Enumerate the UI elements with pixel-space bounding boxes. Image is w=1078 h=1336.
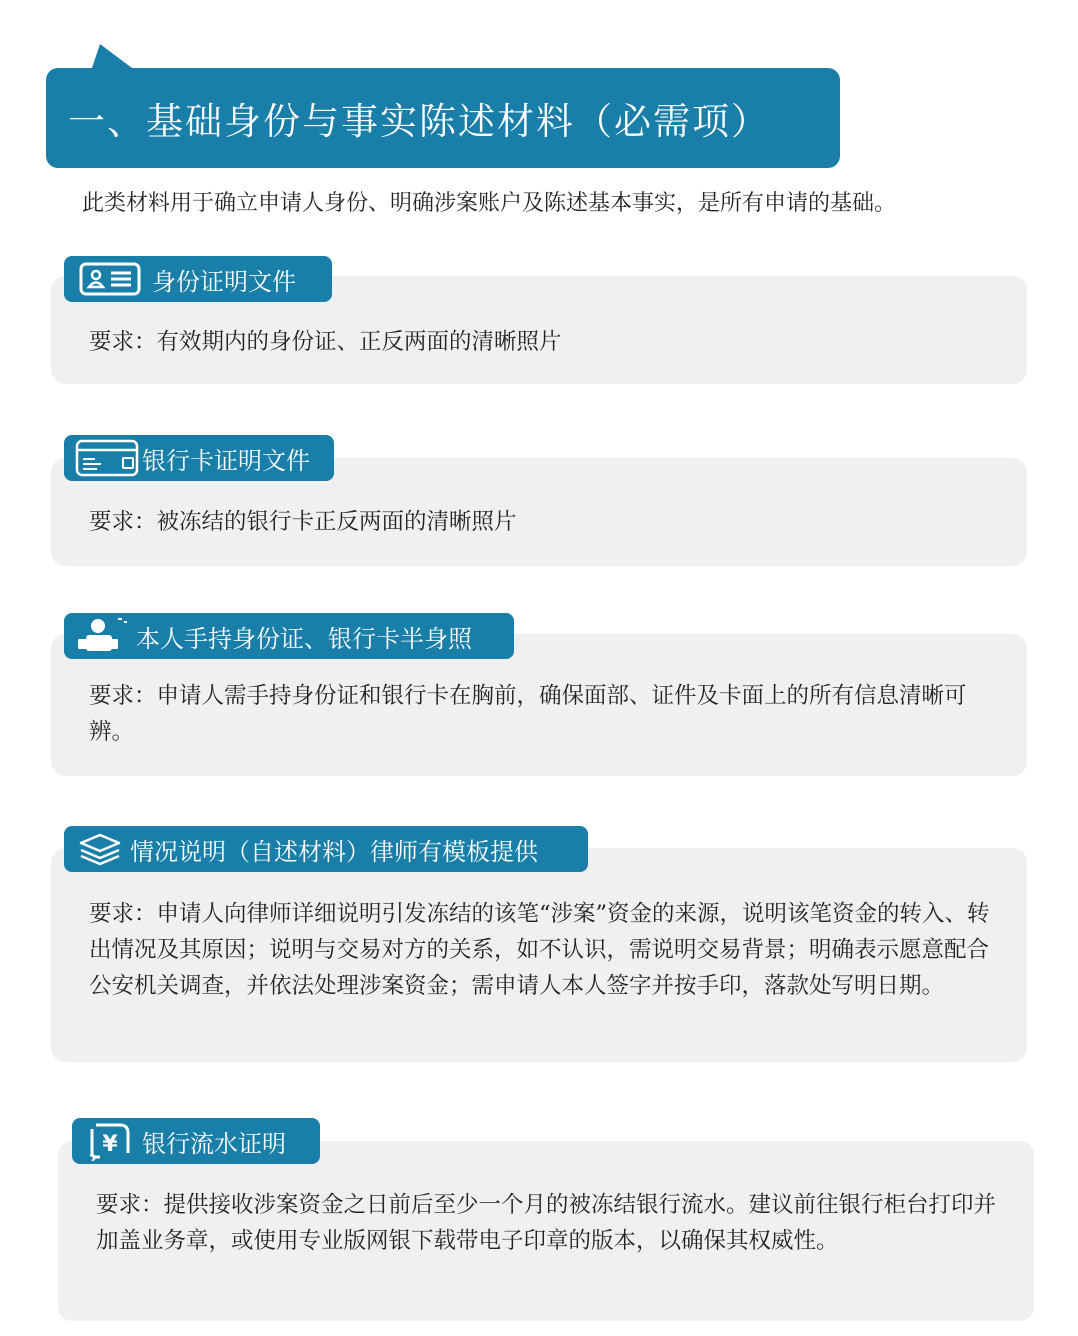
- svg-text:¥: ¥: [102, 1132, 118, 1157]
- section-title: 情况说明（自述材料）律师有模板提供: [130, 837, 538, 866]
- yuan-exchange-icon: [82, 1121, 138, 1161]
- requirement-text: 要求：申请人向律师详细说明引发冻结的该笔“涉案”资金的来源，说明该笔资金的转入、转出情况及其原因；说明与交易对方的关系，如不认识，需说明交易背景；明确表示愿意配合公安机关调查，并依法处理涉案资金；需申请人本人签字并按手印，落款处写明日期。: [89, 901, 990, 999]
- section-header-photo: [64, 613, 514, 659]
- section-title: 身份证明文件: [152, 267, 296, 296]
- section-title: 银行流水证明: [142, 1129, 286, 1158]
- intro-text: 此类材料用于确立申请人身份、明确涉案账户及陈述基本事实，是所有申请的基础。: [82, 191, 897, 216]
- person-holding-card-icon: [74, 616, 130, 656]
- layers-icon: [76, 830, 124, 868]
- section-banner: [46, 68, 840, 168]
- bank-card-icon: [74, 439, 140, 477]
- requirement-text: 要求：申请人需手持身份证和银行卡在胸前，确保面部、证件及卡面上的所有信息清晰可辨。: [89, 683, 967, 745]
- requirement-text: 要求：提供接收涉案资金之日前后至少一个月的被冻结银行流水。建议前往银行柜台打印并加盖业务章，或使用专业版网银下载带电子印章的版本，以确保其权威性。: [96, 1192, 997, 1254]
- section-title: 银行卡证明文件: [142, 446, 310, 475]
- page-title: 一、基础身份与事实陈述材料（必需项）: [68, 100, 770, 143]
- requirement-card-bank-statement: [58, 1141, 1034, 1321]
- requirement-card-statement: [51, 848, 1027, 1062]
- id-card-icon: [78, 262, 142, 296]
- requirement-text: 要求：有效期内的身份证、正反两面的清晰照片: [89, 329, 562, 355]
- section-header-statement: [64, 826, 588, 872]
- section-header-bank-card: [64, 435, 334, 481]
- requirement-text: 要求：被冻结的银行卡正反两面的清晰照片: [89, 509, 517, 535]
- section-title: 本人手持身份证、银行卡半身照: [136, 624, 472, 653]
- section-header-id: [64, 256, 332, 302]
- section-header-bank-statement: [72, 1118, 320, 1164]
